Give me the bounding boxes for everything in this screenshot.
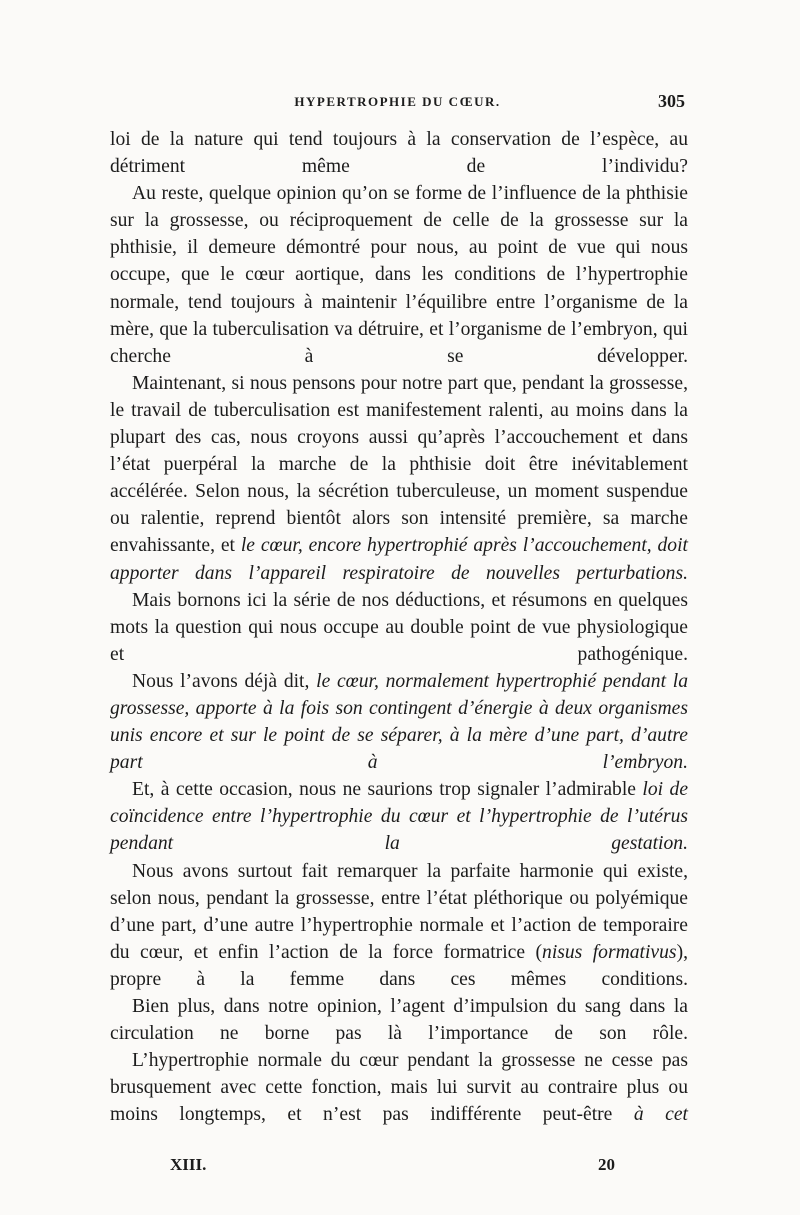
paragraph-8 (110, 993, 688, 1047)
text-segment: ), propre à la femme dans ces mêmes conditions. (110, 941, 688, 990)
text-segment: loi de la nature qui tend toujours à la conservation de l’espèce, au détriment même de l’individu? (110, 129, 688, 178)
paragraph-1 (110, 126, 688, 180)
signature-mark: XIII. (170, 1155, 207, 1174)
text-segment: Maintenant, si nous pensons pour notre part que, pendant la grossesse, le travail de tuberculisation est manifestement ralenti, au moins dans la plupart des cas, nous croyons aussi qu’après l’accouchement et dans l’état puerpéral la marche de la phthisie doit être inévitablement accélérée. Selon nous, la sécrétion tuberculeuse, un moment suspendue ou ralentie, reprend bientôt alors son intensité première, sa marche envahissante, et (110, 372, 688, 557)
text-segment: L’hypertrophie normale du cœur pendant la grossesse ne cesse pas brusquement avec cette fonction, mais lui survit au contraire plus ou moins longtemps, et n’est pas indifférente peut-être (110, 1050, 688, 1126)
paragraph-7 (110, 858, 688, 993)
running-title: HYPERTROPHIE DU CŒUR. (294, 94, 501, 109)
italic-segment: loi de coïncidence entre l’hypertrophie du cœur et l’hypertrophie de l’utérus pendant la gestation. (110, 779, 689, 855)
italic-segment: nisus formativus (542, 941, 677, 963)
paragraph-3 (110, 370, 688, 587)
paragraph-2 (110, 180, 688, 370)
text-segment: Au reste, quelque opinion qu’on se forme de l’influence de la phthisie sur la grossesse, ou réciproquement de celle de la grossesse sur la phthisie, il demeure démontré pour nous, au point de vue qui nous occupe, que le cœur aortique, dans les conditions de l’hypertrophie normale, tend toujours à maintenir l’équilibre entre l’organisme de la mère, que la tuberculisation va détruire, et l’organisme de l’embryon, qui cherche à se développer. (110, 183, 688, 367)
italic-segment: à cet (633, 1104, 688, 1126)
paragraph-5 (110, 668, 688, 776)
body-text (110, 126, 688, 1128)
paragraph-9 (110, 1047, 688, 1128)
text-segment: Nous avons surtout fait remarquer la parfaite harmonie qui existe, selon nous, pendant la grossesse, entre l’état pléthorique ou polyémique d’une part, d’une autre l’hypertrophie normale et l’action de temporaire du cœur, et enfin l’action de la force formatrice ( (110, 860, 688, 963)
text-segment: Nous l’avons déjà dit, (132, 670, 317, 692)
gathering-number: 20 (598, 1155, 615, 1174)
italic-segment: le cœur, encore hypertrophié après l’accouchement, doit apporter dans l’appareil respiratoire de nouvelles perturbations. (110, 535, 688, 584)
paragraph-4 (110, 587, 688, 668)
text-segment: Et, à cette occasion, nous ne saurions trop signaler l’admirable (132, 779, 643, 801)
page-header (110, 91, 685, 120)
text-segment: Mais bornons ici la série de nos déductions, et résumons en quelques mots la question qui nous occupe au double point de vue physiologique et pathogénique. (110, 589, 688, 665)
italic-segment: le cœur, normalement hypertrophié pendant la grossesse, apporte à la fois son contingent d’énergie à deux organismes unis encore et sur le point de se séparer, à la mère d’une part, d’autre part à l’embryon. (110, 670, 688, 774)
page-footer (170, 1155, 615, 1179)
paragraph-6 (110, 776, 688, 857)
text-segment: Bien plus, dans notre opinion, l’agent d’impulsion du sang dans la circulation ne borne pas là l’importance de son rôle. (110, 996, 688, 1045)
page-number: 305 (658, 91, 685, 111)
